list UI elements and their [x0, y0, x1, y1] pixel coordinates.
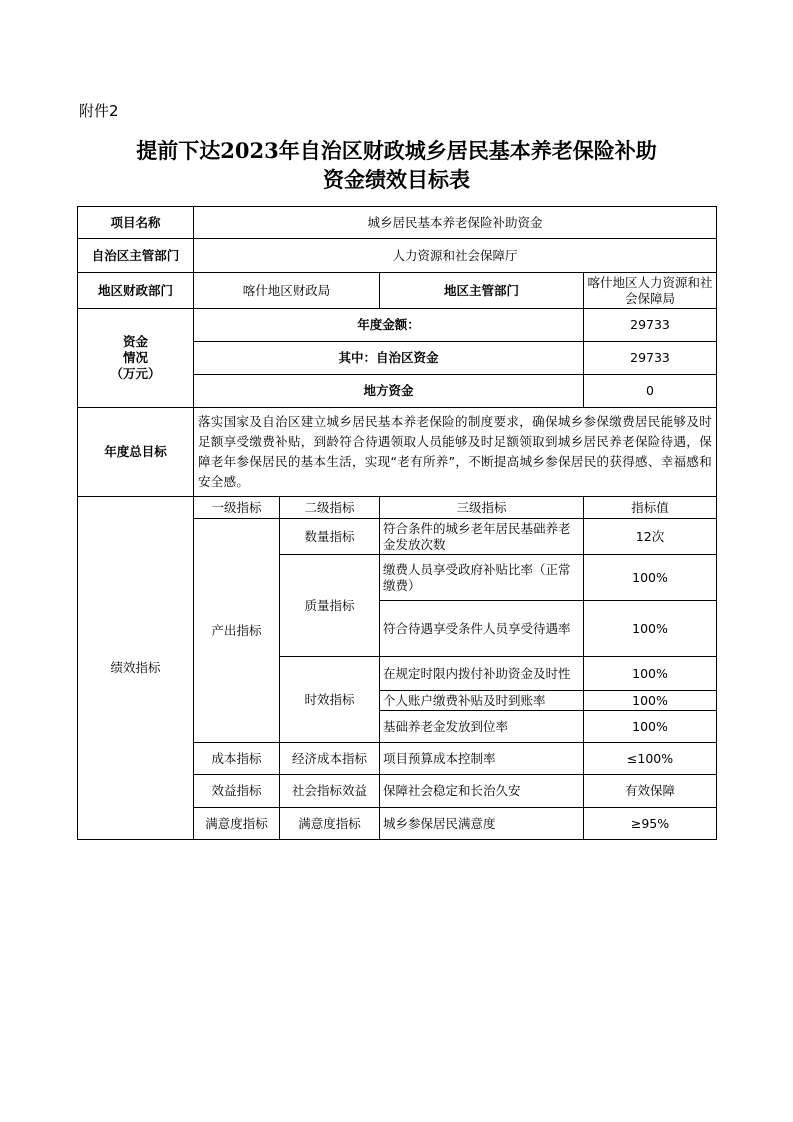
performance-label: 绩效指标: [78, 497, 194, 840]
output-indicator-label: 产出指标: [194, 519, 280, 743]
cost-indicator-l3: 项目预算成本控制率: [380, 743, 584, 775]
indicator-name: 符合条件的城乡老年居民基础养老金发放次数: [380, 519, 584, 555]
region-dept-value: 人力资源和社会保障厅: [194, 239, 717, 273]
indicator-value: 100%: [584, 601, 717, 657]
header-level-3: 三级指标: [380, 497, 584, 519]
quantity-indicator-label: 数量指标: [280, 519, 380, 555]
local-dept-value: 喀什地区人力资源和社会保障局: [584, 273, 717, 309]
local-dept-row: [78, 273, 717, 309]
timeliness-indicator-label: 时效指标: [280, 657, 380, 743]
funds-label-line-3: （万元）: [110, 366, 161, 381]
local-funds-label: 地方资金: [194, 375, 584, 408]
region-dept-row: [78, 239, 717, 273]
indicator-value: 100%: [584, 555, 717, 601]
local-finance-label: 地区财政部门: [78, 273, 194, 309]
local-funds-value: 0: [584, 375, 717, 408]
indicator-name: 符合待遇享受条件人员享受待遇率: [380, 601, 584, 657]
indicator-header-row: [78, 497, 717, 519]
performance-target-table: [77, 206, 717, 840]
funds-annual-row: [78, 309, 717, 342]
header-value: 指标值: [584, 497, 717, 519]
header-level-1: 一级指标: [194, 497, 280, 519]
indicator-value: 100%: [584, 657, 717, 691]
benefit-indicator-l2: 社会指标效益: [280, 775, 380, 808]
region-funds-label: 其中：自治区资金: [194, 342, 584, 375]
region-funds-value: 29733: [584, 342, 717, 375]
indicator-value: 100%: [584, 711, 717, 743]
funds-label: [78, 309, 194, 408]
project-name-value: 城乡居民基本养老保险补助资金: [194, 207, 717, 239]
annual-goal-label: 年度总目标: [78, 408, 194, 497]
funds-label-line-1: 资金: [122, 334, 148, 349]
satisfaction-indicator-value: ≥95%: [584, 808, 717, 840]
local-finance-value: 喀什地区财政局: [194, 273, 380, 309]
page-title-line-2: 资金绩效目标表: [323, 167, 470, 192]
annual-amount-value: 29733: [584, 309, 717, 342]
cost-indicator-l1: 成本指标: [194, 743, 280, 775]
funds-label-line-2: 情况: [122, 350, 148, 365]
benefit-indicator-l1: 效益指标: [194, 775, 280, 808]
page-title-line-1: 提前下达2023年自治区财政城乡居民基本养老保险补助: [136, 138, 657, 163]
project-name-row: [78, 207, 717, 239]
annual-amount-label: 年度金额：: [194, 309, 584, 342]
benefit-indicator-l3: 保障社会稳定和长治久安: [380, 775, 584, 808]
indicator-value: 12次: [584, 519, 717, 555]
header-level-2: 二级指标: [280, 497, 380, 519]
local-dept-label: 地区主管部门: [380, 273, 584, 309]
indicator-value: 100%: [584, 691, 717, 711]
indicator-name: 基础养老金发放到位率: [380, 711, 584, 743]
annual-goal-text: 落实国家及自治区建立城乡居民基本养老保险的制度要求，确保城乡参保缴费居民能够及时足额享受缴费补贴，到龄符合待遇领取人员能够及时足额领取到城乡居民养老保险待遇，保障老年参保居民的基本生活，实现“老有所养”，不断提高城乡参保居民的获得感、幸福感和安全感。: [194, 408, 717, 497]
benefit-indicator-value: 有效保障: [584, 775, 717, 808]
indicator-name: 个人账户缴费补贴及时到账率: [380, 691, 584, 711]
attachment-label: 附件2: [79, 102, 119, 120]
quality-indicator-label: 质量指标: [280, 555, 380, 657]
satisfaction-indicator-l2: 满意度指标: [280, 808, 380, 840]
cost-indicator-l2: 经济成本指标: [280, 743, 380, 775]
region-dept-label: 自治区主管部门: [78, 239, 194, 273]
satisfaction-indicator-l1: 满意度指标: [194, 808, 280, 840]
indicator-name: 缴费人员享受政府补贴比率（正常缴费）: [380, 555, 584, 601]
indicator-name: 在规定时限内拨付补助资金及时性: [380, 657, 584, 691]
satisfaction-indicator-l3: 城乡参保居民满意度: [380, 808, 584, 840]
cost-indicator-value: ≤100%: [584, 743, 717, 775]
project-name-label: 项目名称: [78, 207, 194, 239]
annual-goal-row: [78, 408, 717, 497]
